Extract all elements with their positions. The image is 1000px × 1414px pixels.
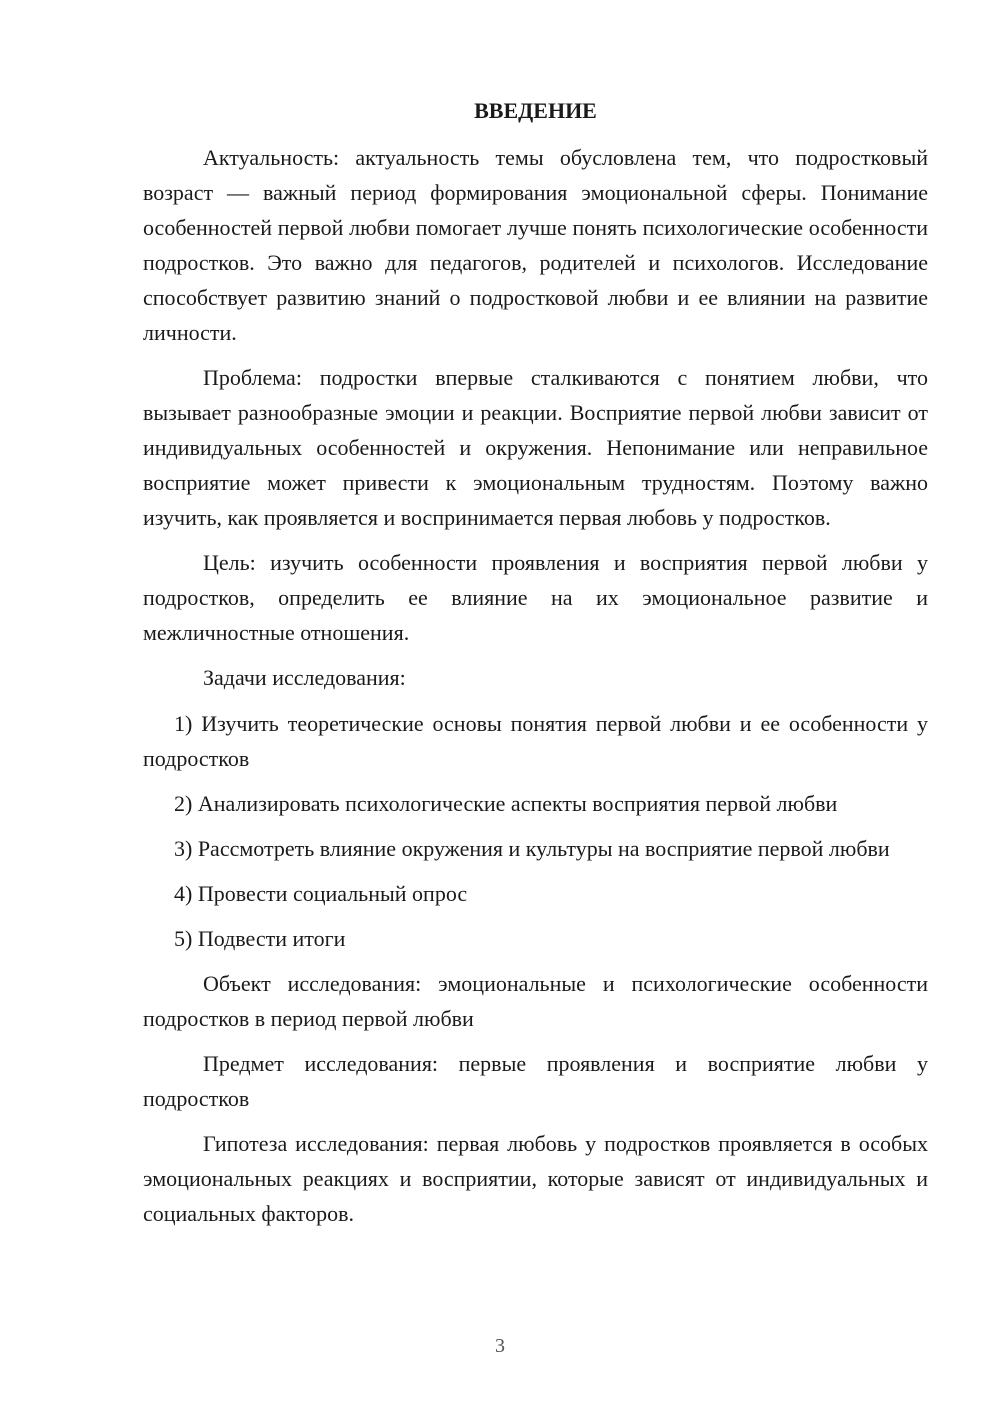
document-page [143,96,928,1231]
problem-paragraph: Проблема: подростки впервые сталкиваются с понятием любви, что вызывает разнообразные эмоции и реакции. Восприятие первой любви зависит от индивидуальных особенностей и окружения. Непонимание или неправильное восприятие может привести к эмоциональным трудностям. Поэтому важно изучить, как проявляется и воспринимается первая любовь у подростков. [143,365,928,530]
relevance-paragraph: Актуальность: актуальность темы обусловлена тем, что подростковый возраст — важный период формирования эмоциональной сферы. Понимание особенностей первой любви помогает лучше понять психологические особенности подростков. Это важно для педагогов, родителей и психологов. Исследование способствует развитию знаний о подростковой любви и ее влиянии на развитие личности. [143,145,928,345]
task-item-3: 3) Рассмотреть влияние окружения и культуры на восприятие первой любви [174,836,890,861]
tasks-heading: Задачи исследования: [203,665,406,690]
section-title: ВВЕДЕНИЕ [474,98,597,123]
task-item-4: 4) Провести социальный опрос [174,881,468,906]
task-item-1: 1) Изучить теоретические основы понятия первой любви и ее особенности у подростков [143,711,928,771]
hypothesis-paragraph: Гипотеза исследования: первая любовь у подростков проявляется в особых эмоциональных реакциях и восприятии, которые зависят от индивидуальных и социальных факторов. [143,1131,928,1226]
subject-paragraph: Предмет исследования: первые проявления и восприятие любви у подростков [143,1051,928,1111]
task-item-5: 5) Подвести итоги [174,926,346,951]
object-paragraph: Объект исследования: эмоциональные и психологические особенности подростков в период первой любви [143,971,928,1031]
goal-paragraph: Цель: изучить особенности проявления и восприятия первой любви у подростков, определить ее влияние на их эмоциональное развитие и межличностные отношения. [143,550,928,645]
page-number: 3 [495,1335,505,1357]
task-item-2: 2) Анализировать психологические аспекты восприятия первой любви [174,791,838,816]
